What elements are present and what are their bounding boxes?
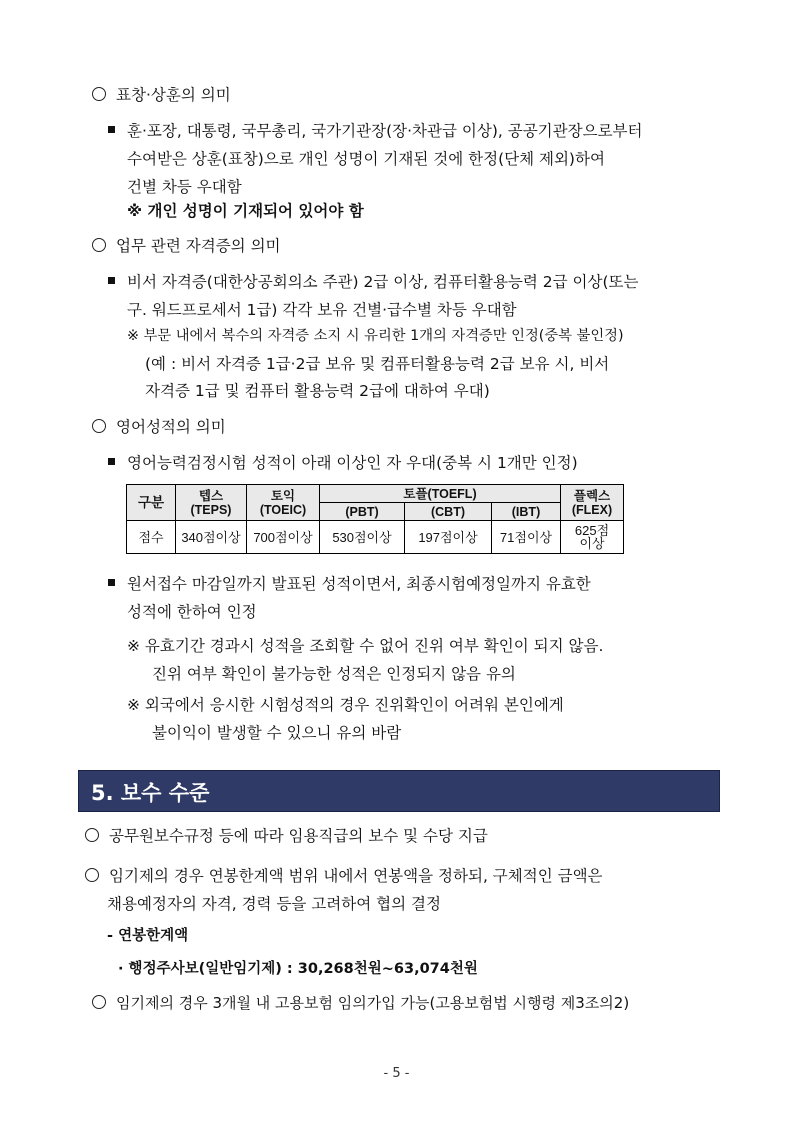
cert-note-line-2: (예 : 비서 자격증 1급·2급 보유 및 컴퓨터활용능력 2급 보유 시, 비서 [145,355,610,373]
award-heading: 표창·상훈의 의미 [92,81,231,109]
english-note1-line-2: 진위 여부 확인이 불가능한 성적은 인정되지 않음 유의 [152,665,516,683]
table-cell-ibt: 71점이상 [492,521,561,554]
english-bullet2-line-2: 성적에 한하여 인정 [127,603,257,621]
table-header-toeic: 토익 (TOEIC) [247,485,320,521]
circle-bullet-icon [92,87,106,101]
salary-limit-value: · 행정주사보(일반임기제) : 30,268천원~63,074천원 [118,961,478,977]
square-bullet-icon [108,458,115,465]
table-cell-teps: 340점이상 [176,521,247,554]
cert-note-line-3: 자격증 1급 및 컴퓨터 활용능력 2급에 대하여 우대) [145,382,490,400]
english-score-table [126,484,624,554]
section5-title: 5. 보수 수준 [91,781,210,805]
pay-item-1: 공무원보수규정 등에 따라 임용직급의 보수 및 수당 지급 [85,822,488,850]
table-header-toefl: 토플(TOEFL) [320,485,561,503]
table-header-gubun: 구분 [127,485,176,521]
table-cell-toeic: 700점이상 [247,521,320,554]
award-bullet-line-3: 건별 차등 우대함 [127,178,242,196]
cert-bullet-line-2: 구. 워드프로세서 1급) 각각 보유 건별·급수별 차등 우대함 [127,301,517,319]
cert-bullet-line-1: 비서 자격증(대한상공회의소 주관) 2급 이상, 컴퓨터활용능력 2급 이상(또는 [108,268,639,296]
cert-heading: 업무 관련 자격증의 의미 [92,232,281,260]
award-bullet-line-1: 훈·포장, 대통령, 국무총리, 국가기관장(장·차관급 이상), 공공기관장으로부터 [108,117,642,145]
table-cell-flex: 625점 이상 [561,521,624,554]
table-row-label: 점수 [127,521,176,554]
circle-bullet-icon [85,868,99,882]
award-note: ※ 개인 성명이 기재되어 있어야 함 [127,202,364,220]
square-bullet-icon [108,579,115,586]
table-header-toefl-cbt: (CBT) [405,503,492,521]
award-bullet-line-2: 수여받은 상훈(표창)으로 개인 성명이 기재된 것에 한정(단체 제외)하여 [127,150,605,168]
pay-item-3: 임기제의 경우 3개월 내 고용보험 임의가입 가능(고용보험법 시행령 제3조의2) [92,989,629,1017]
english-heading: 영어성적의 의미 [92,413,226,441]
section5-banner [78,770,720,812]
english-bullet2-line-1: 원서접수 마감일까지 발표된 성적이면서, 최종시험예정일까지 유효한 [108,570,591,598]
cert-note-line-1: ※ 부문 내에서 복수의 자격증 소지 시 유리한 1개의 자격증만 인정(중복 불인정) [127,328,624,344]
pay-item-2-line-1: 임기제의 경우 연봉한계액 범위 내에서 연봉액을 정하되, 구체적인 금액은 [85,862,603,890]
table-header-toefl-pbt: (PBT) [320,503,405,521]
table-header-toefl-ibt: (IBT) [492,503,561,521]
salary-limit-label: - 연봉한계액 [107,928,189,944]
english-note2-line-1: ※ 외국에서 응시한 시험성적의 경우 진위확인이 어려워 본인에게 [127,696,564,714]
circle-bullet-icon [85,828,99,842]
table-cell-pbt: 530점이상 [320,521,405,554]
english-bullet: 영어능력검정시험 성적이 아래 이상인 자 우대(중복 시 1개만 인정) [108,449,578,477]
square-bullet-icon [108,277,115,284]
square-bullet-icon [108,126,115,133]
table-cell-cbt: 197점이상 [405,521,492,554]
page-number: - 5 - [383,1066,410,1081]
english-note1-line-1: ※ 유효기간 경과시 성적을 조회할 수 없어 진위 여부 확인이 되지 않음. [127,637,604,655]
pay-item-2-line-2: 채용예정자의 자격, 경력 등을 고려하여 협의 결정 [107,895,441,913]
circle-bullet-icon [92,419,106,433]
circle-bullet-icon [92,995,106,1009]
english-note2-line-2: 불이익이 발생할 수 있으니 유의 바람 [152,724,402,742]
table-header-flex: 플렉스 (FLEX) [561,485,624,521]
circle-bullet-icon [92,238,106,252]
table-header-teps: 텝스 (TEPS) [176,485,247,521]
